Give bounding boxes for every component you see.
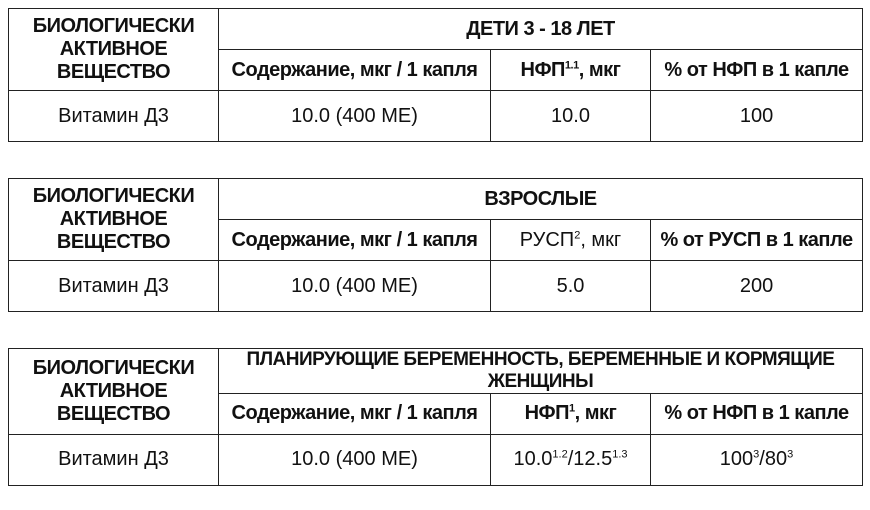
row-substance-name: Витамин Д3	[9, 91, 219, 142]
table-children	[8, 8, 863, 142]
col-norm-header: РУСП$^2$, мкг	[491, 220, 651, 261]
group-header: ПЛАНИРУЮЩИЕ БЕРЕМЕННОСТЬ, БЕРЕМЕННЫЕ И КОРМЯЩИЕ ЖЕНЩИНЫ	[219, 349, 863, 394]
group-header: ВЗРОСЛЫЕ	[219, 179, 863, 220]
row-substance-name: Витамин Д3	[9, 434, 219, 485]
row-content-value: 10.0 (400 МЕ)	[219, 91, 491, 142]
table-adults	[8, 178, 863, 312]
row-pct-value: 200	[651, 261, 863, 312]
row-pct-value: 100	[651, 91, 863, 142]
table-women	[8, 348, 863, 486]
row-pct-value: $100^3/80^3$	[651, 434, 863, 485]
row-norm-value: 5.0	[491, 261, 651, 312]
col-norm-header: НФП$^1$, мкг	[491, 393, 651, 434]
row-content-value: 10.0 (400 МЕ)	[219, 434, 491, 485]
col-pct-header: % от НФП в 1 капле	[651, 393, 863, 434]
col-pct-header: % от НФП в 1 капле	[651, 50, 863, 91]
group-header: ДЕТИ 3 - 18 ЛЕТ	[219, 9, 863, 50]
col-content-header: Содержание, мкг / 1 капля	[219, 393, 491, 434]
row-norm-value: $10.0^{1.2}/12.5^{1.3}$	[491, 434, 651, 485]
col-pct-header: % от РУСП в 1 капле	[651, 220, 863, 261]
substance-header: БИОЛОГИЧЕСКИ АКТИВНОЕ ВЕЩЕСТВО	[9, 179, 219, 261]
row-content-value: 10.0 (400 МЕ)	[219, 261, 491, 312]
row-substance-name: Витамин Д3	[9, 261, 219, 312]
col-content-header: Содержание, мкг / 1 капля	[219, 220, 491, 261]
substance-header: БИОЛОГИЧЕСКИ АКТИВНОЕ ВЕЩЕСТВО	[9, 349, 219, 435]
col-norm-header: $НФП^{1.1}$, мкг	[491, 50, 651, 91]
col-content-header: Содержание, мкг / 1 капля	[219, 50, 491, 91]
substance-header: БИОЛОГИЧЕСКИ АКТИВНОЕ ВЕЩЕСТВО	[9, 9, 219, 91]
row-norm-value: 10.0	[491, 91, 651, 142]
